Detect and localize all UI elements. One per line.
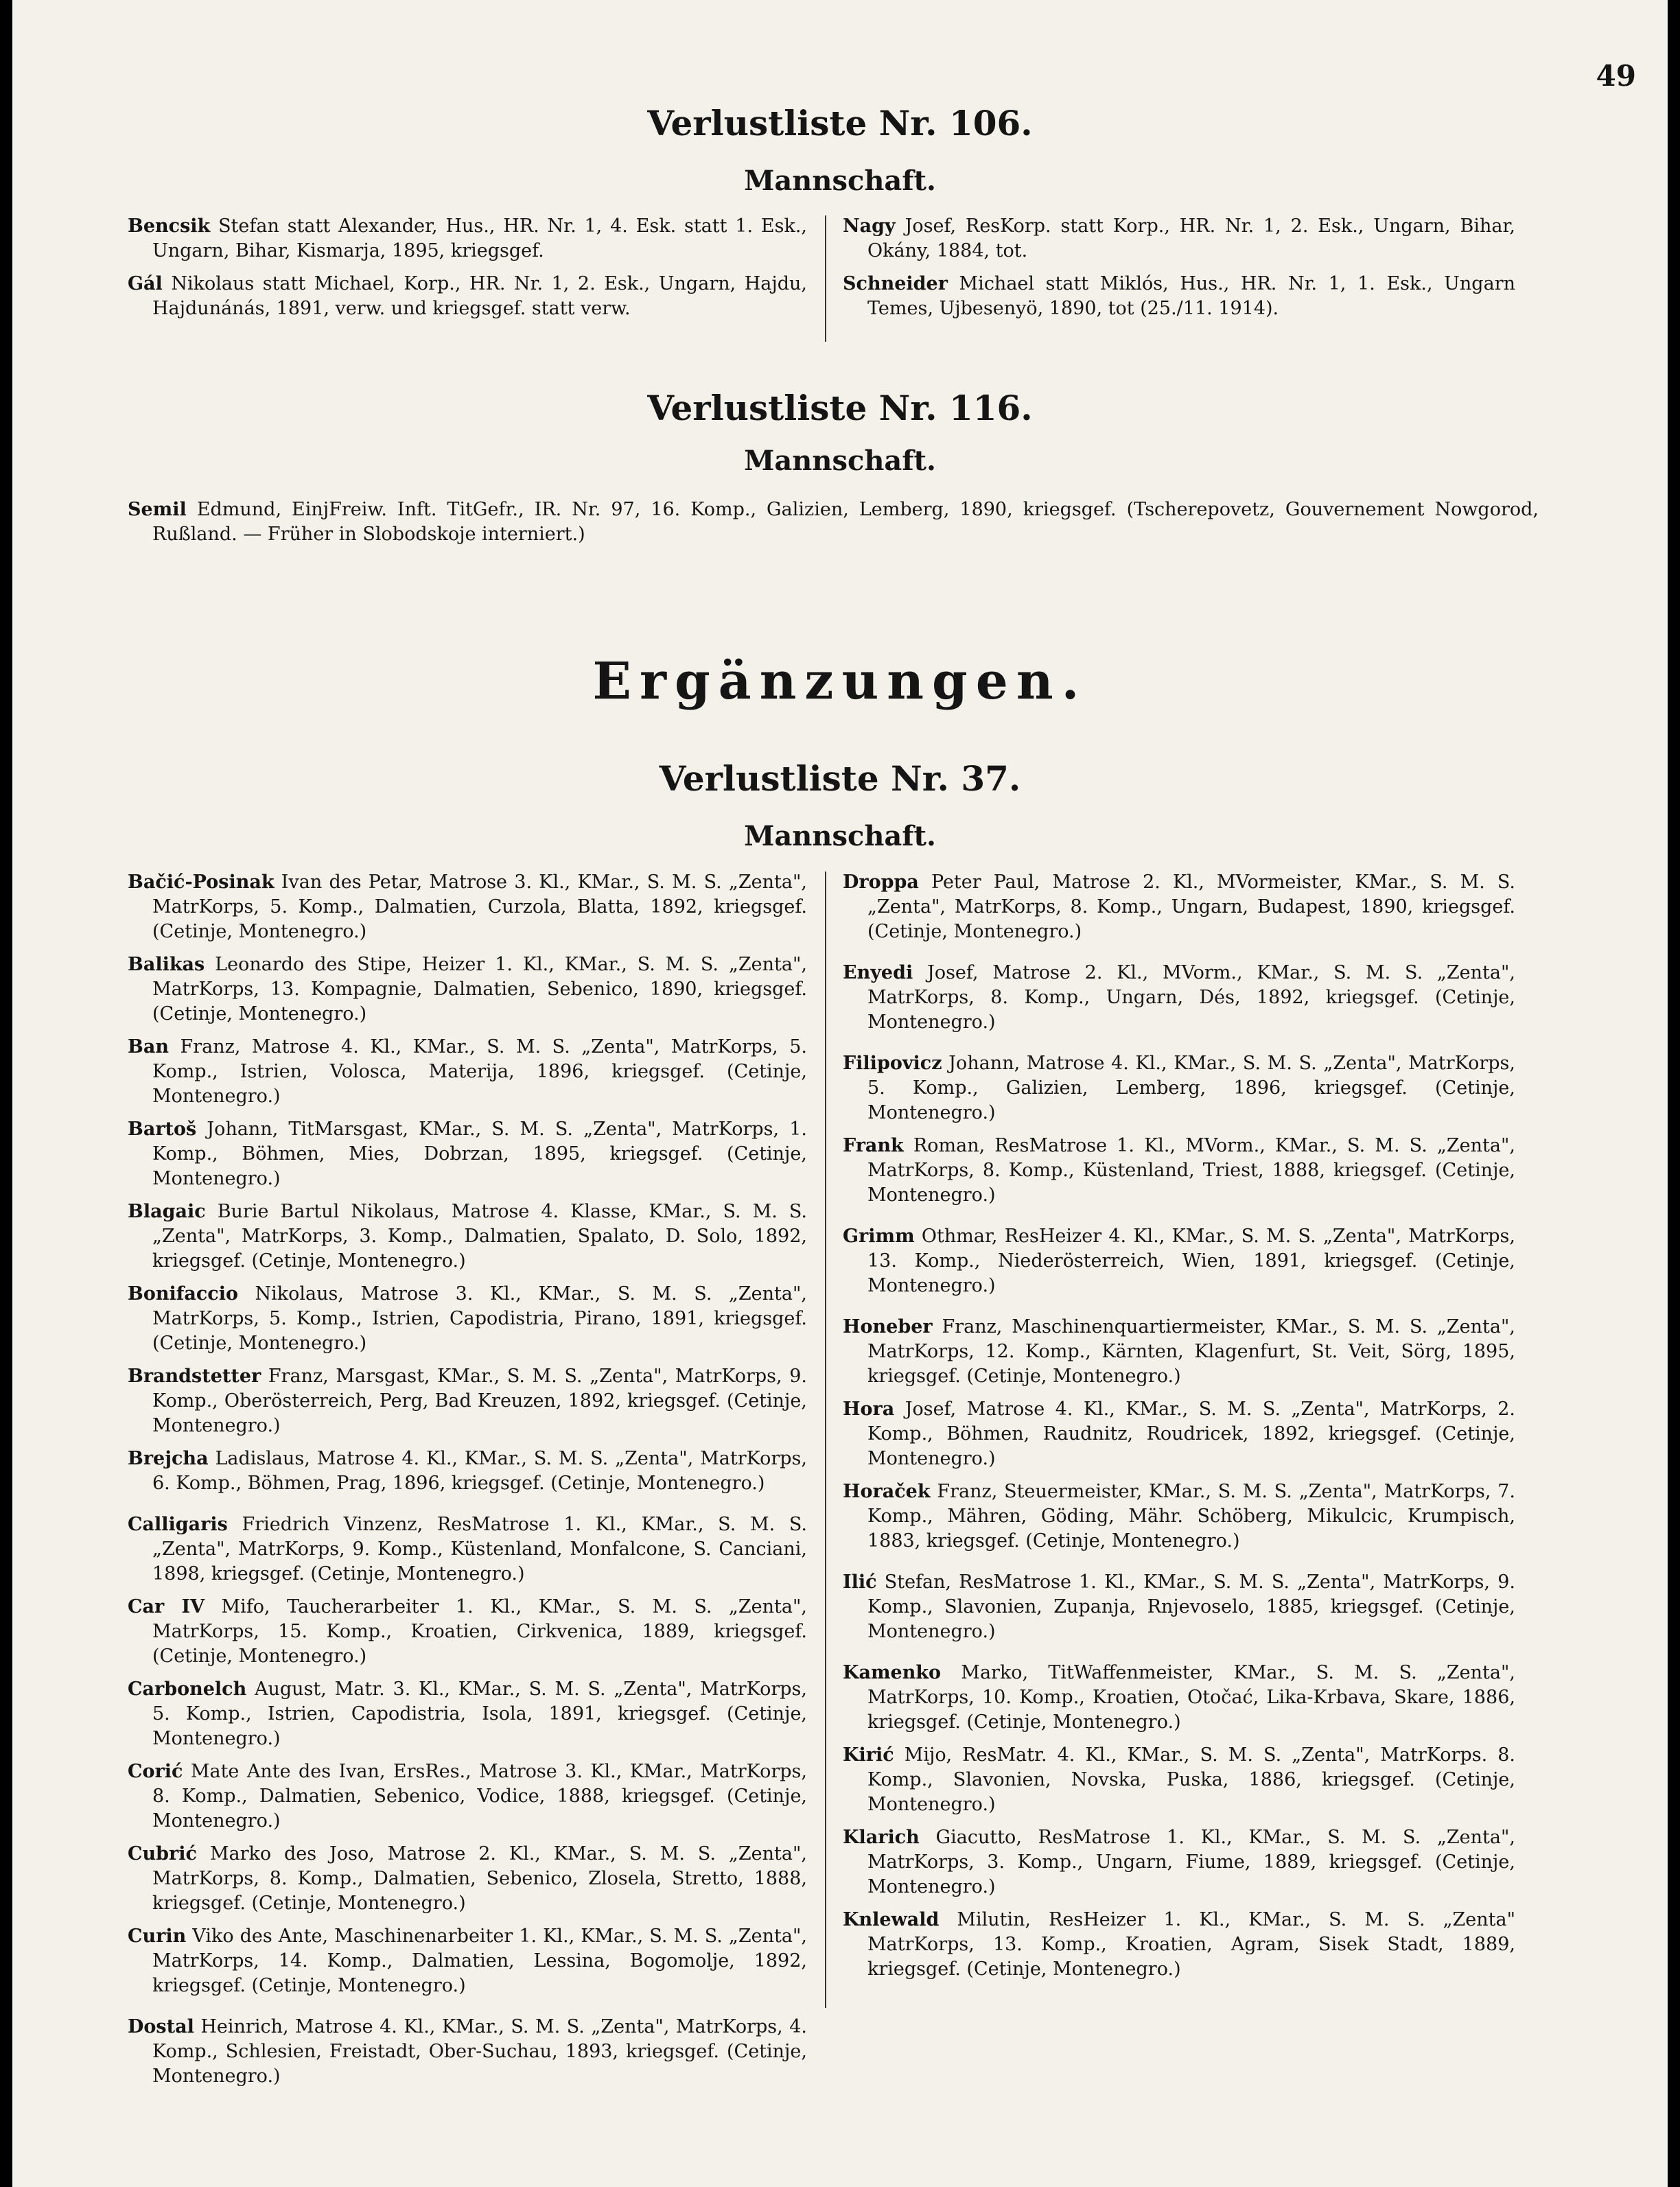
entry-surname: Semil [128,499,187,520]
list-entry [128,1200,807,1274]
entry-details: Franz, Marsgast, KMar., S. M. S. „Zenta", MatrKorps, 9. Komp., Oberösterreich, Perg, Bad Kreuzen, 1892, kriegsgef. (Cetinje, Montenegro.) [152,1366,807,1436]
page-number: 49 [1596,59,1636,93]
entry-surname: Blagaic [128,1201,206,1222]
list-entry [128,272,807,321]
entry-details: Peter Paul, Matrose 2. Kl., MVormeister, KMar., S. M. S. „Zenta", MatrKorps, 8. Komp., Ungarn, Budapest, 1890, kriegsgef. (Cetinje, Montenegro.) [867,872,1515,942]
list-entry [843,1908,1515,1982]
entry-surname: Horaček [843,1481,931,1502]
entry-details: Viko des Ante, Maschinenarbeiter 1. Kl., KMar., S. M. S. „Zenta", MatrKorps, 14. Komp., Dalmatien, Lessina, Bogomolje, 1892, kriegsgef. (Cetinje, Montenegro.) [152,1926,807,1996]
entry-surname: Hora [843,1399,895,1420]
entry-surname: Cubrić [128,1843,197,1864]
column-divider [825,215,826,342]
list-entry [843,1224,1515,1298]
entry-details: Stefan, ResMatrose 1. Kl., KMar., S. M. S. „Zenta", MatrKorps, 9. Komp., Slavonien, Zupanja, Rnjevoselo, 1885, kriegsgef. (Cetinje, Montenegro.) [867,1571,1515,1642]
entry-surname: Brejcha [128,1448,209,1469]
heading-verlustliste-106: Verlustliste Nr. 106. [647,103,1033,143]
entry-surname: Bačić-Posinak [128,872,275,893]
entry-details: Franz, Steuermeister, KMar., S. M. S. „Zenta", MatrKorps, 7. Komp., Mähren, Göding, Mähr. Schöberg, Mikulcic, Krumpisch, 1883, kriegsgef. (Cetinje, Montenegro.) [867,1481,1515,1552]
section2-entry [128,498,1539,547]
heading-verlustliste-116: Verlustliste Nr. 116. [647,388,1033,428]
list-entry [128,214,807,264]
entry-surname: Ban [128,1036,169,1057]
entry-details: Milutin, ResHeizer 1. Kl., KMar., S. M. S. „Zenta" MatrKorps, 13. Komp., Kroatien, Agram, Sisek Stadt, 1889, kriegsgef. (Cetinje, Montenegro.) [867,1909,1515,1980]
entry-surname: Corić [128,1761,183,1782]
entry-details: Roman, ResMatrose 1. Kl., MVorm., KMar., S. M. S. „Zenta", MatrKorps, 8. Komp., Küstenland, Triest, 1888, kriegsgef. (Cetinje, Montenegro.) [867,1135,1515,1206]
entry-surname: Droppa [843,872,919,893]
heading-ergaenzungen: Ergänzungen. [592,652,1088,711]
entry-surname: Curin [128,1926,187,1947]
entry-details: Nikolaus statt Michael, Korp., HR. Nr. 1, 2. Esk., Ungarn, Hajdu, Hajdunánás, 1891, verw. und kriegsgef. statt verw. [152,273,807,319]
entry-surname: Ilić [843,1571,877,1593]
document-page [12,0,1668,2187]
entry-details: Johann, TitMarsgast, KMar., S. M. S. „Zenta", MatrKorps, 1. Komp., Böhmen, Mies, Dobrzan, 1895, kriegsgef. (Cetinje, Montenegro.) [152,1119,807,1189]
list-entry [128,1677,807,1751]
entry-details: Burie Bartul Nikolaus, Matrose 4. Klasse, KMar., S. M. S. „Zenta", MatrKorps, 3. Komp., Dalmatien, Spalato, D. Solo, 1892, kriegsgef. (Cetinje, Montenegro.) [152,1201,807,1272]
list-entry [128,870,807,944]
list-entry [843,214,1515,264]
list-entry [843,870,1515,944]
list-entry [128,1842,807,1916]
entry-surname: Filipovicz [843,1053,942,1074]
list-entry [843,272,1515,321]
entry-surname: Grimm [843,1226,915,1247]
entry-details: Marko des Joso, Matrose 2. Kl., KMar., S. M. S. „Zenta", MatrKorps, 8. Komp., Dalmatien, Sebenico, Zlosela, Stretto, 1888, kriegsgef. (Cetinje, Montenegro.) [152,1843,807,1914]
entry-surname: Kamenko [843,1662,942,1683]
entry-details: Stefan statt Alexander, Hus., HR. Nr. 1, 4. Esk. statt 1. Esk., Ungarn, Bihar, Kismarja, 1895, kriegsgef. [152,215,807,261]
entry-surname: Enyedi [843,962,913,983]
entry-surname: Brandstetter [128,1366,261,1387]
entry-surname: Bartoš [128,1119,197,1140]
entry-details: Michael statt Miklós, Hus., HR. Nr. 1, 1. Esk., Ungarn Temes, Ujbesenyö, 1890, tot (25./11. 1914). [867,273,1515,319]
entry-details: Josef, Matrose 2. Kl., MVorm., KMar., S. M. S. „Zenta", MatrKorps, 8. Komp., Ungarn, Dés, 1892, kriegsgef. (Cetinje, Montenegro.) [867,962,1515,1033]
entry-surname: Frank [843,1135,904,1156]
list-entry [843,961,1515,1035]
list-entry [128,1117,807,1191]
list-entry [843,1397,1515,1471]
entry-details: Franz, Matrose 4. Kl., KMar., S. M. S. „Zenta", MatrKorps, 5. Komp., Istrien, Volosca, Materija, 1896, kriegsgef. (Cetinje, Montenegro.) [152,1036,807,1107]
list-entry [843,1570,1515,1644]
entry-details: Mijo, ResMatr. 4. Kl., KMar., S. M. S. „Zenta", MatrKorps. 8. Komp., Slavonien, Novska, Puska, 1886, kriegsgef. (Cetinje, Montenegro.) [867,1744,1515,1815]
entry-details: Josef, ResKorp. statt Korp., HR. Nr. 1, 2. Esk., Ungarn, Bihar, Okány, 1884, tot. [867,215,1515,261]
list-entry [843,1480,1515,1554]
list-entry [843,1315,1515,1389]
entry-details: Johann, Matrose 4. Kl., KMar., S. M. S. „Zenta", MatrKorps, 5. Komp., Galizien, Lemberg, 1896, kriegsgef. (Cetinje, Montenegro.) [867,1053,1515,1123]
entry-surname: Nagy [843,215,896,237]
list-entry [128,1595,807,1669]
entry-surname: Dostal [128,2016,194,2037]
entry-surname: Klarich [843,1827,920,1848]
entry-surname: Balikas [128,954,205,975]
list-entry [843,1051,1515,1125]
entry-details: Heinrich, Matrose 4. Kl., KMar., S. M. S. „Zenta", MatrKorps, 4. Komp., Schlesien, Freistadt, Ober-Suchau, 1893, kriegsgef. (Cetinje, Montenegro.) [152,2016,807,2087]
list-entry [128,1035,807,1109]
section1-right-column [843,214,1515,329]
entry-details: Othmar, ResHeizer 4. Kl., KMar., S. M. S. „Zenta", MatrKorps, 13. Komp., Niederösterreich, Wien, 1891, kriegsgef. (Cetinje, Montenegro.) [867,1226,1515,1296]
entry-surname: Bonifaccio [128,1283,238,1305]
list-entry [843,1661,1515,1735]
entry-details: Nikolaus, Matrose 3. Kl., KMar., S. M. S. „Zenta", MatrKorps, 5. Komp., Istrien, Capodistria, Pirano, 1891, kriegsgef. (Cetinje, Montenegro.) [152,1283,807,1354]
subheading-mannschaft-106: Mannschaft. [744,165,936,197]
list-entry [128,1447,807,1496]
entry-details: Marko, TitWaffenmeister, KMar., S. M. S. „Zenta", MatrKorps, 10. Komp., Kroatien, Otočać, Lika-Krbava, Skare, 1886, kriegsgef. (Cetinje, Montenegro.) [867,1662,1515,1733]
list-entry [128,1282,807,1356]
entry-details: August, Matr. 3. Kl., KMar., S. M. S. „Zenta", MatrKorps, 5. Komp., Istrien, Capodistria, Isola, 1891, kriegsgef. (Cetinje, Montenegro.) [152,1679,807,1749]
entry-details: Leonardo des Stipe, Heizer 1. Kl., KMar., S. M. S. „Zenta", MatrKorps, 13. Kompagnie, Dalmatien, Sebenico, 1890, kriegsgef. (Cetinje, Montenegro.) [152,954,807,1025]
list-entry [128,1364,807,1438]
entry-details: Edmund, EinjFreiw. Inft. TitGefr., IR. Nr. 97, 16. Komp., Galizien, Lemberg, 1890, kriegsgef. (Tscherepovetz, Gouvernement Nowgorod, Rußland. — Früher in Slobodskoje interniert.) [152,499,1539,545]
subheading-mannschaft-116: Mannschaft. [744,445,936,477]
entry-details: Mate Ante des Ivan, ErsRes., Matrose 3. Kl., KMar., MatrKorps, 8. Komp., Dalmatien, Sebenico, Vodice, 1888, kriegsgef. (Cetinje, Montenegro.) [152,1761,807,1832]
entry-details: Ladislaus, Matrose 4. Kl., KMar., S. M. S. „Zenta", MatrKorps, 6. Komp., Böhmen, Prag, 1896, kriegsgef. (Cetinje, Montenegro.) [152,1448,807,1494]
entry-details: Ivan des Petar, Matrose 3. Kl., KMar., S. M. S. „Zenta", MatrKorps, 5. Komp., Dalmatien, Curzola, Blatta, 1892, kriegsgef. (Cetinje, Montenegro.) [152,872,807,942]
entry-surname: Gál [128,273,163,294]
list-entry [128,1512,807,1587]
section3-left-column [128,870,807,2097]
list-entry [128,952,807,1027]
entry-details: Josef, Matrose 4. Kl., KMar., S. M. S. „Zenta", MatrKorps, 2. Komp., Böhmen, Raudnitz, Roudricek, 1892, kriegsgef. (Cetinje, Montenegro.) [867,1399,1515,1469]
entry-surname: Carbonelch [128,1679,247,1700]
entry-surname: Calligaris [128,1514,228,1535]
entry-details: Franz, Maschinenquartiermeister, KMar., S. M. S. „Zenta", MatrKorps, 12. Komp., Kärnten, Klagenfurt, St. Veit, Sörg, 1895, kriegsgef. (Cetinje, Montenegro.) [867,1316,1515,1387]
subheading-mannschaft-37: Mannschaft. [744,820,936,852]
entry-surname: Knlewald [843,1909,940,1930]
list-entry [128,1759,807,1834]
entry-details: Friedrich Vinzenz, ResMatrose 1. Kl., KMar., S. M. S. „Zenta", MatrKorps, 9. Komp., Küstenland, Monfalcone, S. Canciani, 1898, kriegsgef. (Cetinje, Montenegro.) [152,1514,807,1584]
entry-surname: Car IV [128,1596,205,1617]
heading-verlustliste-37: Verlustliste Nr. 37. [659,758,1021,799]
section1-left-column [128,214,807,329]
entry-details: Giacutto, ResMatrose 1. Kl., KMar., S. M. S. „Zenta", MatrKorps, 3. Komp., Ungarn, Fiume, 1889, kriegsgef. (Cetinje, Montenegro.) [867,1827,1515,1897]
entry-details: Mifo, Taucherarbeiter 1. Kl., KMar., S. M. S. „Zenta", MatrKorps, 15. Komp., Kroatien, Cirkvenica, 1889, kriegsgef. (Cetinje, Montenegro.) [152,1596,808,1667]
list-entry [128,1924,807,1998]
entry-surname: Honeber [843,1316,933,1337]
list-entry [843,1743,1515,1817]
list-entry [843,1134,1515,1208]
section3-right-column [843,870,1515,1990]
list-entry [843,1825,1515,1899]
entry-surname: Schneider [843,273,948,294]
entry-surname: Kirić [843,1744,894,1766]
entry-surname: Bencsik [128,215,211,237]
column-divider-main [825,872,826,2008]
list-entry [128,2015,807,2089]
